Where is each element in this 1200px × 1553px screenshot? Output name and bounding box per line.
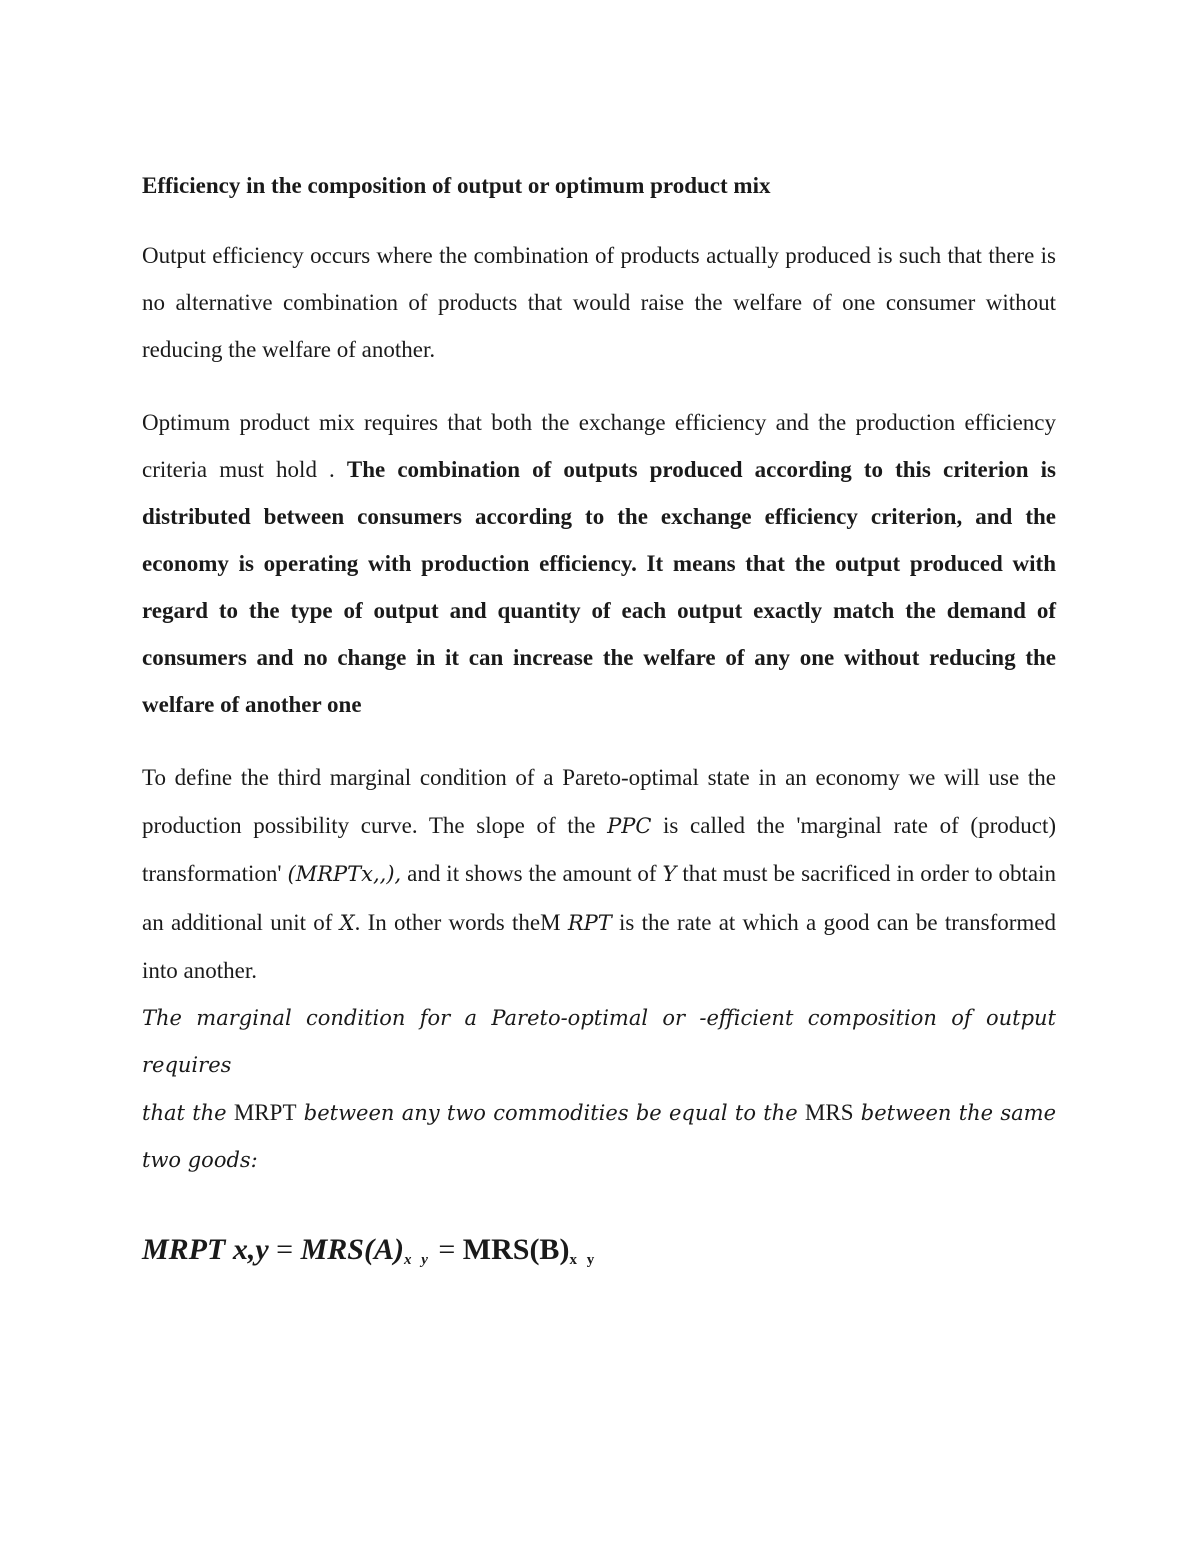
formula-rhs-subscript: x y — [569, 1251, 598, 1268]
text-segment: . In other words theM — [354, 909, 568, 935]
formula-equals: = — [268, 1232, 301, 1266]
text-segment: is called the 'marginal rate of (product) transformation' — [142, 812, 1056, 886]
mrs-upright: MRS — [804, 1099, 854, 1125]
formula-rhs: MRS(B) — [462, 1232, 570, 1266]
text-segment: between the same two goods: — [142, 1100, 1056, 1172]
paragraph-output-efficiency: Output efficiency occurs where the combination of products actually produced is such that there is no alternative combination of products that would raise the welfare of one consumer without reducing the welfare of another. — [142, 243, 1056, 362]
formula-equals: = — [430, 1232, 463, 1266]
paragraph-bold-text: The combination of outputs produced according to this criterion is distributed between consumers according to the exchange efficiency criterion, and the economy is operating with production efficiency. It means that the output produced with regard to the type of output and quantity of each output exactly match the demand of consumers and no change in it can increase the welfare of any one without reducing the welfare of another one — [142, 457, 1056, 717]
ppc-term: PPC — [607, 813, 652, 838]
text-segment: that must be sacrificed in order to obtain an additional unit of — [142, 861, 1057, 935]
document-heading: Efficiency in the composition of output or optimum product mix — [142, 173, 771, 198]
formula-mid-subscript: x y — [403, 1251, 431, 1268]
paragraph-normal-text: Optimum product mix requires that both the exchange efficiency and the production efficiency criteria must hold . — [142, 410, 1056, 482]
italic-condition-continued — [142, 1089, 1056, 1184]
paragraph-third-marginal-condition — [142, 754, 1056, 995]
pareto-formula — [142, 1230, 1056, 1280]
text-segment: that the — [142, 1100, 234, 1125]
italic-condition-line: The marginal condition for a Pareto-optimal or -efficient composition of output requires — [142, 1005, 1056, 1077]
mrpt-term: (MRPTx,,), — [287, 862, 402, 886]
document-page — [142, 168, 1056, 1280]
y-term: Y — [662, 862, 677, 886]
mrpt-upright: MRPT — [233, 1099, 297, 1125]
formula-lhs: MRPT x,y — [142, 1232, 269, 1266]
rpt-term: RPT — [567, 910, 612, 935]
x-term: X — [339, 910, 355, 935]
text-segment: is the rate at which a good can be transformed into another. — [142, 909, 1056, 983]
paragraph-optimum-product-mix — [142, 399, 1056, 728]
formula-mid: MRS(A) — [300, 1232, 404, 1266]
text-segment: and it shows the amount of — [401, 861, 663, 886]
text-segment: between any two commodities be equal to the — [296, 1100, 805, 1125]
text-segment: To define the third marginal condition of a Pareto-optimal state in an economy we will use the production possibility curve. The slope of the — [142, 765, 1056, 838]
